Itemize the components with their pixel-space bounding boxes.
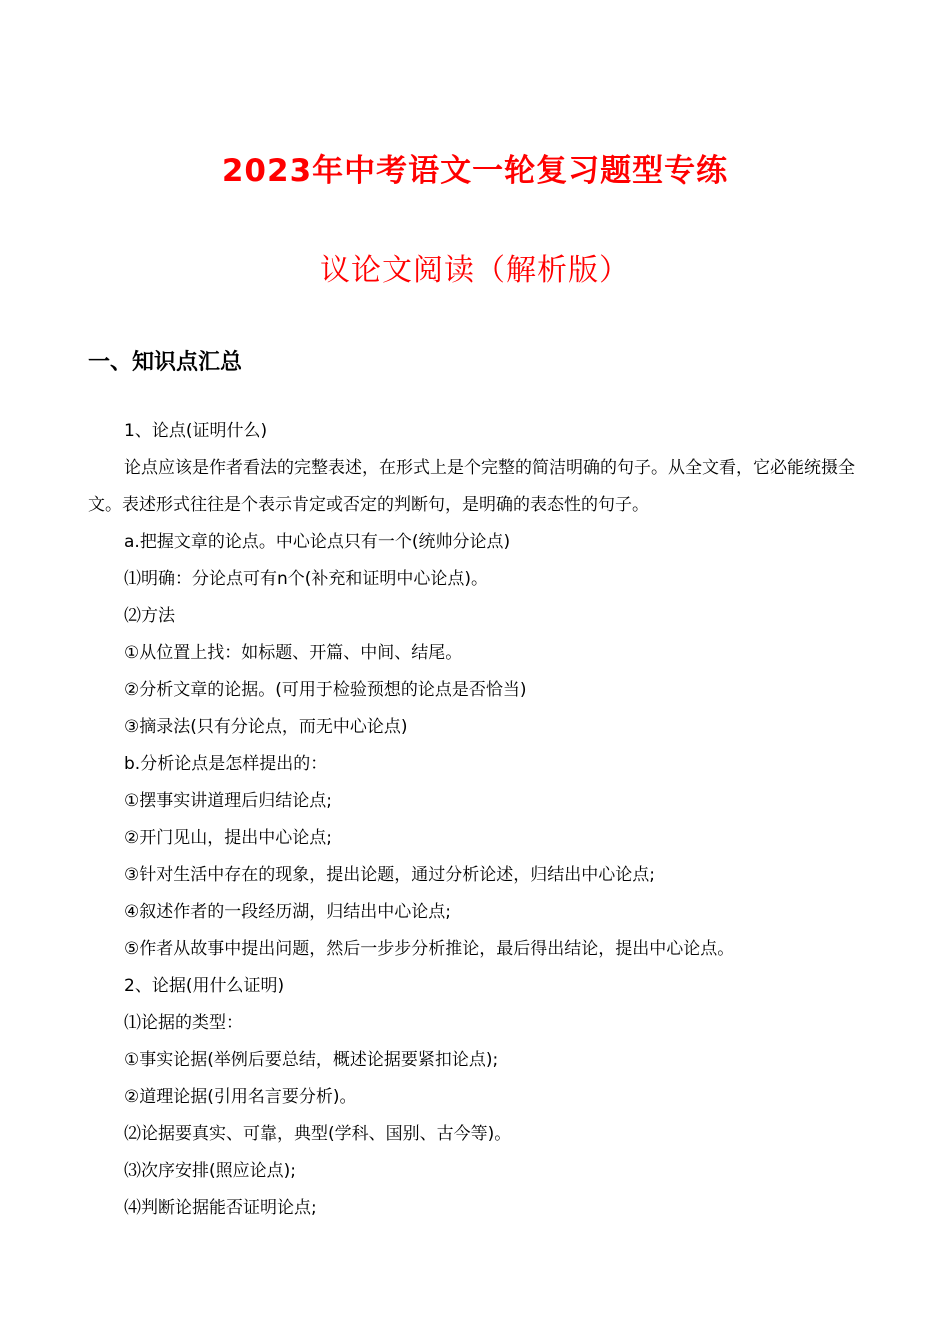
- list-item: ①事实论据(举例后要总结，概述论据要紧扣论点);: [124, 1050, 499, 1070]
- list-item: b.分析论点是怎样提出的：: [124, 754, 328, 774]
- list-item: ③针对生活中存在的现象，提出论题，通过分析论述，归结出中心论点;: [124, 865, 655, 885]
- list-item: ⑤作者从故事中提出问题，然后一步步分析推论，最后得出结论，提出中心论点。: [124, 939, 735, 959]
- list-item: ②分析文章的论据。(可用于检验预想的论点是否恰当): [124, 680, 527, 700]
- list-item: ③摘录法(只有分论点，而无中心论点): [124, 717, 408, 737]
- list-item: ①从位置上找：如标题、开篇、中间、结尾。: [124, 643, 463, 663]
- point-heading: 1、论点(证明什么): [124, 421, 268, 441]
- list-item: ⑴明确：分论点可有n个(补充和证明中心论点)。: [124, 569, 489, 589]
- list-item: ⑶次序安排(照应论点);: [124, 1161, 296, 1181]
- list-item: ①摆事实讲道理后归结论点;: [124, 791, 332, 811]
- document-title: 2023年中考语文一轮复习题型专练: [221, 153, 729, 189]
- evidence-heading: 2、论据(用什么证明): [124, 976, 285, 996]
- list-item: ⑵论据要真实、可靠，典型(学科、国别、古今等)。: [124, 1124, 512, 1144]
- section-heading: 一、知识点汇总: [88, 350, 243, 375]
- document-subtitle: 议论文阅读（解析版）: [320, 253, 630, 288]
- list-item: ⑷判断论据能否证明论点;: [124, 1198, 317, 1218]
- list-item: ②开门见山，提出中心论点;: [124, 828, 332, 848]
- body-text: [88, 413, 868, 1227]
- list-item: ④叙述作者的一段经历湖，归结出中心论点;: [124, 902, 451, 922]
- list-item: ②道理论据(引用名言要分析)。: [124, 1087, 357, 1107]
- point-paragraph: 论点应该是作者看法的完整表述，在形式上是个完整的简洁明确的句子。从全文看，它必能统摄全文。表述形式往往是个表示肯定或否定的判断句，是明确的表态性的句子。: [88, 458, 855, 515]
- list-item: ⑵方法: [124, 606, 175, 626]
- list-item: ⑴论据的类型：: [124, 1013, 243, 1033]
- list-item: a.把握文章的论点。中心论点只有一个(统帅分论点): [124, 532, 511, 552]
